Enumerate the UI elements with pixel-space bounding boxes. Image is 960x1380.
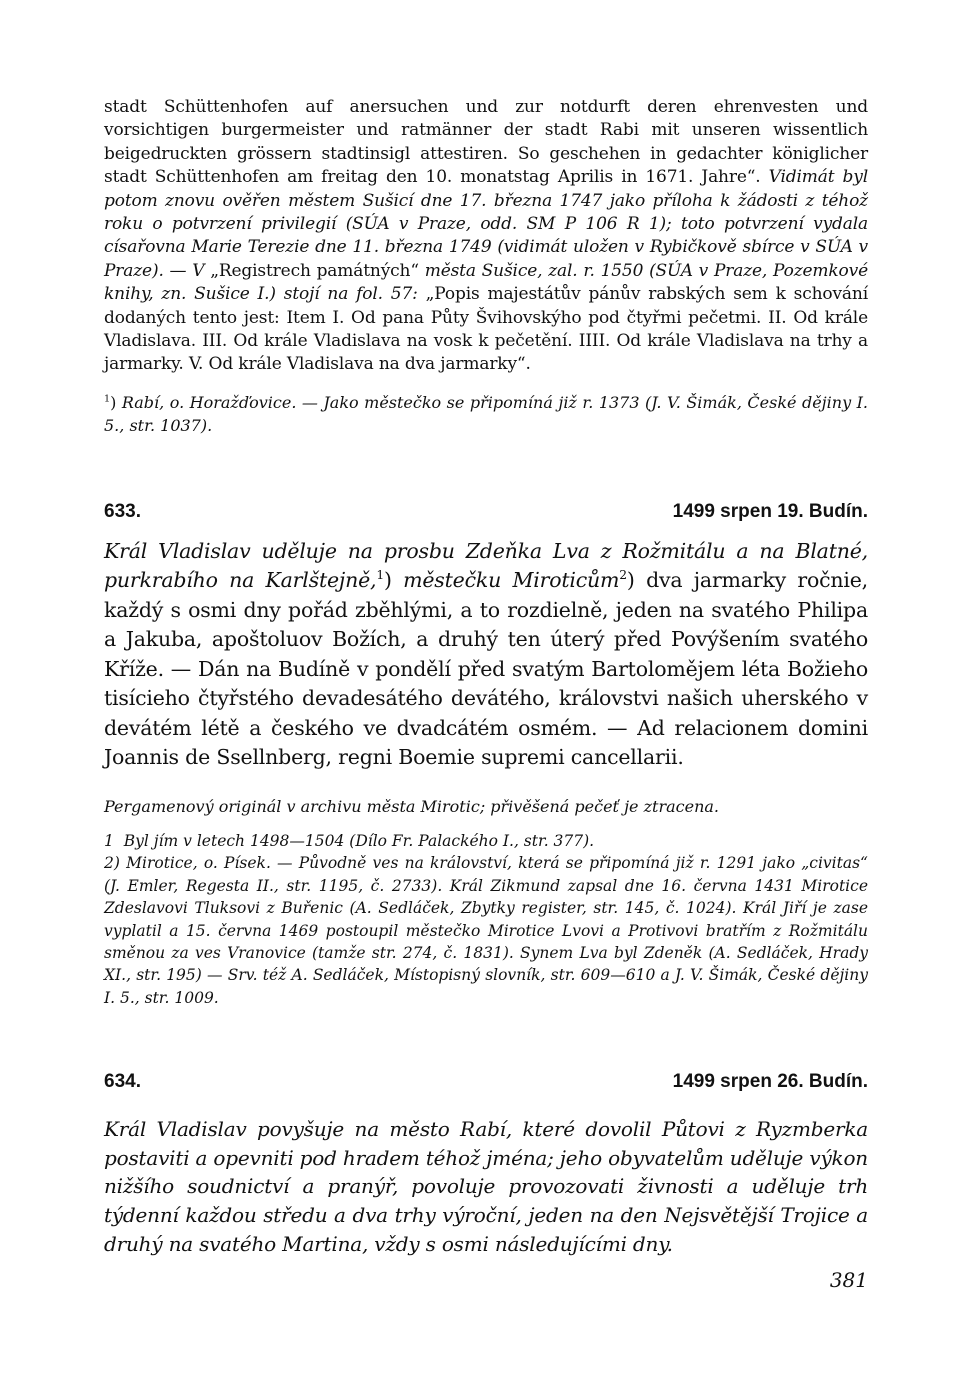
quoted-inventory: „Popis majestátův pánův rabských sem k schování dodaných tento jest: Item I. Od pana Půty Švihovskýho pod čtyřmi pečetmi. II. Od krále Vladislava. III. Od krále Vladislava na vosk k pečetění. IIII. Od krále Vladislava na trhy a jarmarky. V. Od krále Vladislava na dva jarmarky“. [104,284,868,375]
regest-text: dva jarmarky ročnie, každý s osmi dny pořád zběhlými, a to rozdielně, jeden na svatého Philipa a Jakuba, apoštoluov Božích, a druhý ten úterý před Povýšením svatého Kříže. — Dán na Budíně v pondělí před svatým Bartolomějem léta Božieho tisícieho čtyřstého devadesátého devátého, královstvi našich uherského v devátém létě a českého ve dvadcátém osmém. — Ad relacionem domini Joannis de Ssellnberg, regni Boemie supremi cancellarii. [104,568,868,770]
entry-634-header [104,1071,868,1093]
entry-date-place: 1499 srpen 19. Budín. [672,500,868,522]
note-2: 2) Mirotice, o. Písek. — Původně ves na království, která se připomíná již r. 1291 jako „civitas“ (J. Emler, Regesta II., str. 1195, č. 2733). Král Zikmund zapsal dne 16. června 1431 Mirotice Zdeslavovi Tluksovi z Buřenic (A. Sedláček, Zbytky register, str. 145, č. 1024). Král Jiří je zase vyplatil a 15. června 1469 postoupil městečko Mirotice Lvovi a Protivovi bratřím z Rožmitálu směnou za ves Vranovice (tamže str. 274, č. 1831). Synem Lva byl Zdeněk (A. Sedláček, Hrady XI., str. 195) — Srv. též A. Sedláček, Místopisný slovník, str. 609—610 a J. V. Šimák, České dějiny I. 5., str. 1009. [104,854,868,1007]
editorial-note-2: města Sušice, zal. r. 1550 (SÚA v Praze, Pozemkové knihy, zn. Sušice I.) stojí na fol. 57: [104,260,868,305]
footnote-text: Rabí, o. Horažďovice. — Jako městečko se připomíná již r. 1373 (J. V. Šimák, České dějiny I. 5., str. 1037). [104,392,869,435]
german-text: stadt Schüttenhofen auf anersuchen und zur notdurft deren ehrenvesten und vorsichtigen burgermeister und ratmänner der stadt Rabi mit unseren wissentlich beigedruckten grössern stadtinsigl attestiren. So geschehen in gedachter königlicher stadt Schüttenhofen am freitag den 10. monatstag Aprilis in 1671. Jahre“. [104,97,868,188]
note-text: Mirotice, o. Písek. — Původně ves na království, která se připomíná již r. 1291 jako „civitas“ (J. Emler, Regesta II., str. 1195, č. 2733). Král Zikmund zapsal dne 16. června 1431 Mirotice Zdeslavovi Tluksovi z Buřenic (A. Sedláček, Zbytky register, str. 145, č. 1024). Král Jiří je zase vyplatil a 15. června 1469 postoupil městečko Mirotice Lvovi a Protivovi bratřím z Rožmitálu směnou za ves Vranovice (tamže str. 274, č. 1831). Synem Lva byl Zdeněk (A. Sedláček, Hrady XI., str. 195) — Srv. též A. Sedláček, Místopisný slovník, str. 609—610 a J. V. Šimák, České dějiny I. 5., str. 1009. [104,854,868,1007]
note-1 [104,830,868,852]
note-ref-1: 1 [376,568,384,583]
regest-italic-part: Král Vladislav uděluje na prosbu Zdeňka Lva z Rožmitálu a na Blatné, purkrabího na Karlštejně, [104,538,868,593]
regest-italic-place: městečku Miroticům [403,568,620,593]
page-number: 381 [829,1268,868,1292]
source-note: Pergamenový originál v archivu města Mirotic; přivěšená pečeť je ztracena. [104,796,719,816]
continuation-text [104,96,868,377]
note-text: Byl jím v letech 1498—1504 (Dílo Fr. Palackého I., str. 377). [123,831,595,850]
entry-date-place: 1499 srpen 26. Budín. [672,1071,868,1093]
continuation-paragraph [104,96,868,377]
footnote-top: $^1$) Rabí, o. Horažďovice. — Jako městečko se připomíná již r. 1373 (J. V. Šimák, České dějiny I. 5., str. 1037). [104,392,869,435]
entry-633-notes [104,830,868,1009]
quoted-title: „Registrech památných“ [210,260,419,281]
entry-633-header [104,501,868,523]
entry-634-regest: Král Vladislav povyšuje na město Rabí, které dovolil Půtovi z Ryzmberka postaviti a opevniti pod hradem téhož jména; jeho obyvatelům uděluje výkon nižšího soudnictví a pranýř, povoluje provozovati živnosti a uděluje trh týdenní každou středu a dva trhy výroční, jeden na den Nejsvětější Trojice a druhý na svatého Martina, vždy s osmi následujícími dny. [104,1117,868,1256]
entry-number: 634. [104,1071,141,1093]
editorial-note: Vidimát byl potom znovu ověřen městem Sušicí dne 17. března 1747 jako příloha k žádosti z téhož roku o potvrzení privilegií (SÚA v Praze, odd. SM P 106 R 1); toto potvrzení vydala císařovna Marie Terezie dne 11. března 1749 (vidimát uložen v Rybičkově sbírce v SÚA v Praze). — V [104,167,869,281]
note-mark: 1 [104,831,114,850]
entry-number: 633. [104,500,141,522]
note-ref-2: 2 [619,568,627,583]
document-page [104,96,868,1258]
footnote-mark: 1 [104,393,111,405]
note-mark: 2 [104,854,114,873]
entry-633-regest: Král Vladislav uděluje na prosbu Zdeňka Lva z Rožmitálu a na Blatné, purkrabího na Karlštejně,$^1$) městečku Miroticům$^2$) dva jarmarky ročnie, každý s osmi dny pořád zběhlými, a to rozdielně, jeden na svatého Philipa a Jakuba, apoštoluov Božích, a druhý ten úterý před Povýšením svatého Kříže. — Dán na Budíně v pondělí před svatým Bartolomějem léta Božieho tisícieho čtyřstého devadesátého devátého, královstvi našich uherského v devátém létě a českého ve dvadcátém osmém. — Ad relacionem domini Joannis de Ssellnberg, regni Boemie supremi cancellarii. [104,538,868,770]
